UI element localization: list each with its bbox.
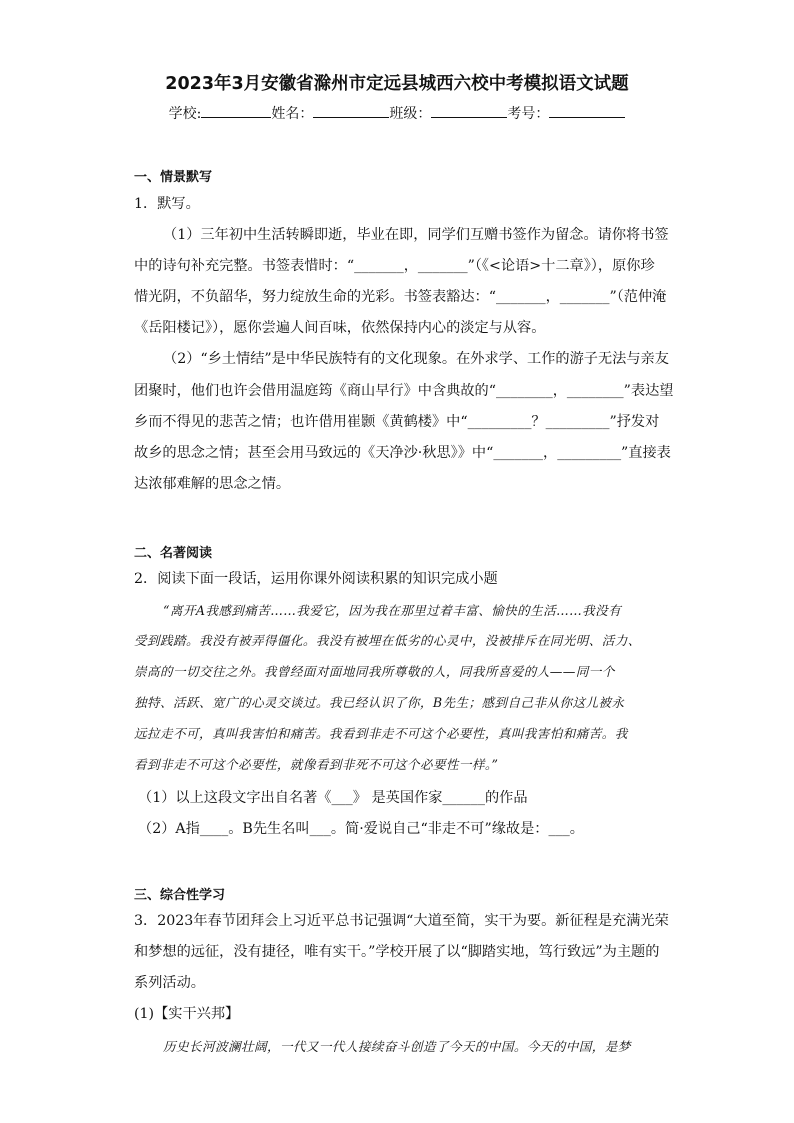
question-1-line: 中的诗句补充完整。书签表惜时：“_______，_______”（《<论语>十二章》），原你珍 [134,258,655,274]
question-3-sub-1: (1)【实干兴邦】 [134,1006,240,1022]
number-blank[interactable] [549,103,625,118]
excerpt-line: 受到践踏。我没有被弄得僵化。我没有被埋在低劣的心灵中，没被排斥在同光明、活力、 [134,633,641,648]
section-heading-3: 三、综合性学习 [134,888,226,903]
question-3-line: 系列活动。 [134,975,205,991]
question-1-line: 故乡的思念之情；甚至会用马致远的《天净沙·秋思》》中“_______，_________”直接表 [134,445,671,461]
excerpt-line: “离开A我感到痛苦……我爱它，因为我在那里过着丰富、愉快的生活……我没有 [163,603,622,618]
question-1-line: 惜光阴，不负韶华，努力绽放生命的光彩。书签表豁达：“_______，_______”（范仲淹 [134,289,667,305]
question-1-line: 乡而不得见的悲苦之情；也许借用崔颢《黄鹤楼》中“_________？_________”抒发对 [134,414,660,430]
question-1-line: 团聚时，他们也许会借用温庭筠《商山早行》中含典故的“________，________”表达望 [134,383,674,399]
excerpt-line: 历史长河波澜壮阔，一代又一代人接续奋斗创造了今天的中国。今天的中国，是梦 [163,1039,631,1054]
question-1-prompt: 1．默写。 [134,196,200,212]
number-label: 考号： [507,106,550,122]
question-3-line: 和梦想的远征，没有捷径，唯有实干。”学校开展了以“脚踏实地，笃行致远”为主题的 [134,944,660,960]
question-2-sub-2: （2）A指____。B先生名叫___。简·爱说自己“非走不可”缘故是：___。 [138,821,584,837]
question-1-line: 达浓郁难解的思念之情。 [134,476,291,492]
student-info-row [0,103,794,123]
question-2-sub-1: （1）以上这段文字出自名著《___》 是英国作家______的作品 [138,790,528,806]
name-blank[interactable] [313,103,389,118]
exam-title: 2023年3月安徽省滁州市定远县城西六校中考模拟语文试题 [165,74,629,94]
question-1-line: （1）三年初中生活转瞬即逝，毕业在即，同学们互赠书签作为留念。请你将书签 [163,227,669,243]
question-1-line: 《岳阳楼记》），愿你尝遍人间百味，依然保持内心的淡定与从容。 [134,320,546,336]
section-heading-1: 一、情景默写 [134,170,213,185]
excerpt-line: 独特、活跃、宽广的心灵交谈过。我已经认识了你，B先生；感到自己非从你这儿被永 [134,695,625,710]
name-label: 姓名： [271,106,314,122]
class-blank[interactable] [431,103,507,118]
school-label: 学校: [168,106,202,122]
question-2-prompt: 2．阅读下面一段话，运用你课外阅读积累的知识完成小题 [134,571,498,587]
section-heading-2: 二、名著阅读 [134,546,213,561]
excerpt-line: 崇高的一切交往之外。我曾经面对面地同我所尊敬的人，同我所喜爱的人——同一个 [134,664,615,679]
school-blank[interactable] [201,103,271,118]
excerpt-line: 看到非走不可这个必要性，就像看到非死不可这个必要性一样。” [134,757,499,772]
question-3-line: 3．2023年春节团拜会上习近平总书记强调“大道至简，实干为要。新征程是充满光荣 [134,913,669,929]
excerpt-line: 远拉走不可，真叫我害怕和痛苦。我看到非走不可这个必要性，真叫我害怕和痛苦。我 [134,726,628,741]
class-label: 班级： [389,106,432,122]
question-1-line: （2）“乡土情结”是中华民族特有的文化现象。在外求学、工作的游子无法与亲友 [163,351,669,367]
